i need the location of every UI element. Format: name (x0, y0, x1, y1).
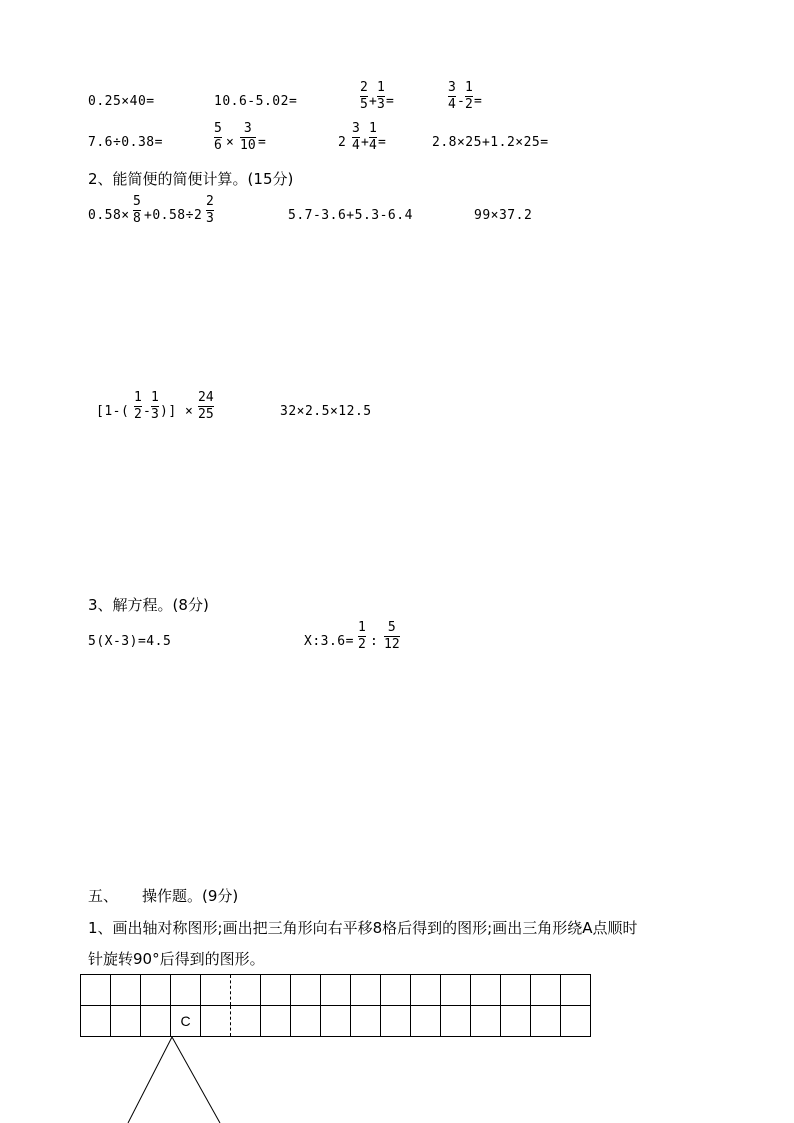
grid-cell-c: C (171, 1006, 201, 1037)
fraction: 3 4 (352, 121, 360, 153)
operator: × (226, 135, 235, 150)
expr-part: 0.58× (88, 208, 130, 223)
fraction: 5 12 (384, 620, 400, 652)
section-3-heading: 3、解方程。(8分) (88, 596, 209, 614)
calc-2-8x25-plus-1-2x25: 2.8×25+1.2×25= (432, 135, 549, 150)
fraction: 3 4 (448, 80, 456, 112)
fraction: 1 2 (134, 390, 142, 422)
operator: - (457, 94, 466, 109)
fraction: 2 5 (360, 80, 368, 112)
question-1-line-2: 针旋转90°后得到的图形。 (88, 950, 265, 968)
expr-part: X:3.6= (304, 634, 354, 649)
expr-part: [1-( (96, 404, 130, 419)
equation-1: 5(X-3)=4.5 (88, 634, 172, 649)
operator: - (143, 404, 152, 419)
fraction: 24 25 (198, 390, 214, 422)
equals: = (258, 135, 267, 150)
fraction: 5 6 (214, 121, 222, 153)
ratio-colon: : (370, 634, 379, 649)
calc-0-25x40: 0.25×40= (88, 94, 155, 109)
fraction: 1 4 (369, 121, 377, 153)
triangle-right-edge (172, 1037, 220, 1123)
expr-part: )] × (160, 404, 194, 419)
equals: = (474, 94, 483, 109)
problem-99x37-2: 99×37.2 (474, 208, 533, 223)
calc-7-6-div-0-38: 7.6÷0.38= (88, 135, 163, 150)
fraction: 3 10 (240, 121, 256, 153)
fraction: 1 2 (358, 620, 366, 652)
fraction: 5 8 (133, 194, 141, 226)
equals: = (386, 94, 395, 109)
section-5-number: 五、 (88, 887, 119, 905)
section-5-heading: 操作题。(9分) (142, 887, 239, 905)
question-1-line-1: 1、画出轴对称图形;画出把三角形向右平移8格后得到的图形;画出三角形绕A点顺时 (88, 919, 638, 937)
triangle-left-edge (128, 1037, 172, 1123)
whole-part: 2 (338, 135, 347, 150)
expr-part: +0.58÷2 (144, 208, 203, 223)
operator: + (361, 135, 370, 150)
problem-5-7: 5.7-3.6+5.3-6.4 (288, 208, 413, 223)
operator: + (369, 94, 378, 109)
section-2-heading: 2、能简便的简便计算。(15分) (88, 170, 294, 188)
fraction: 1 2 (465, 80, 473, 112)
fraction: 1 3 (377, 80, 385, 112)
equals: = (378, 135, 387, 150)
fraction: 1 3 (151, 390, 159, 422)
problem-32x2-5x12-5: 32×2.5×12.5 (280, 404, 372, 419)
calc-10-6-minus-5-02: 10.6-5.02= (214, 94, 298, 109)
fraction: 2 3 (206, 194, 214, 226)
